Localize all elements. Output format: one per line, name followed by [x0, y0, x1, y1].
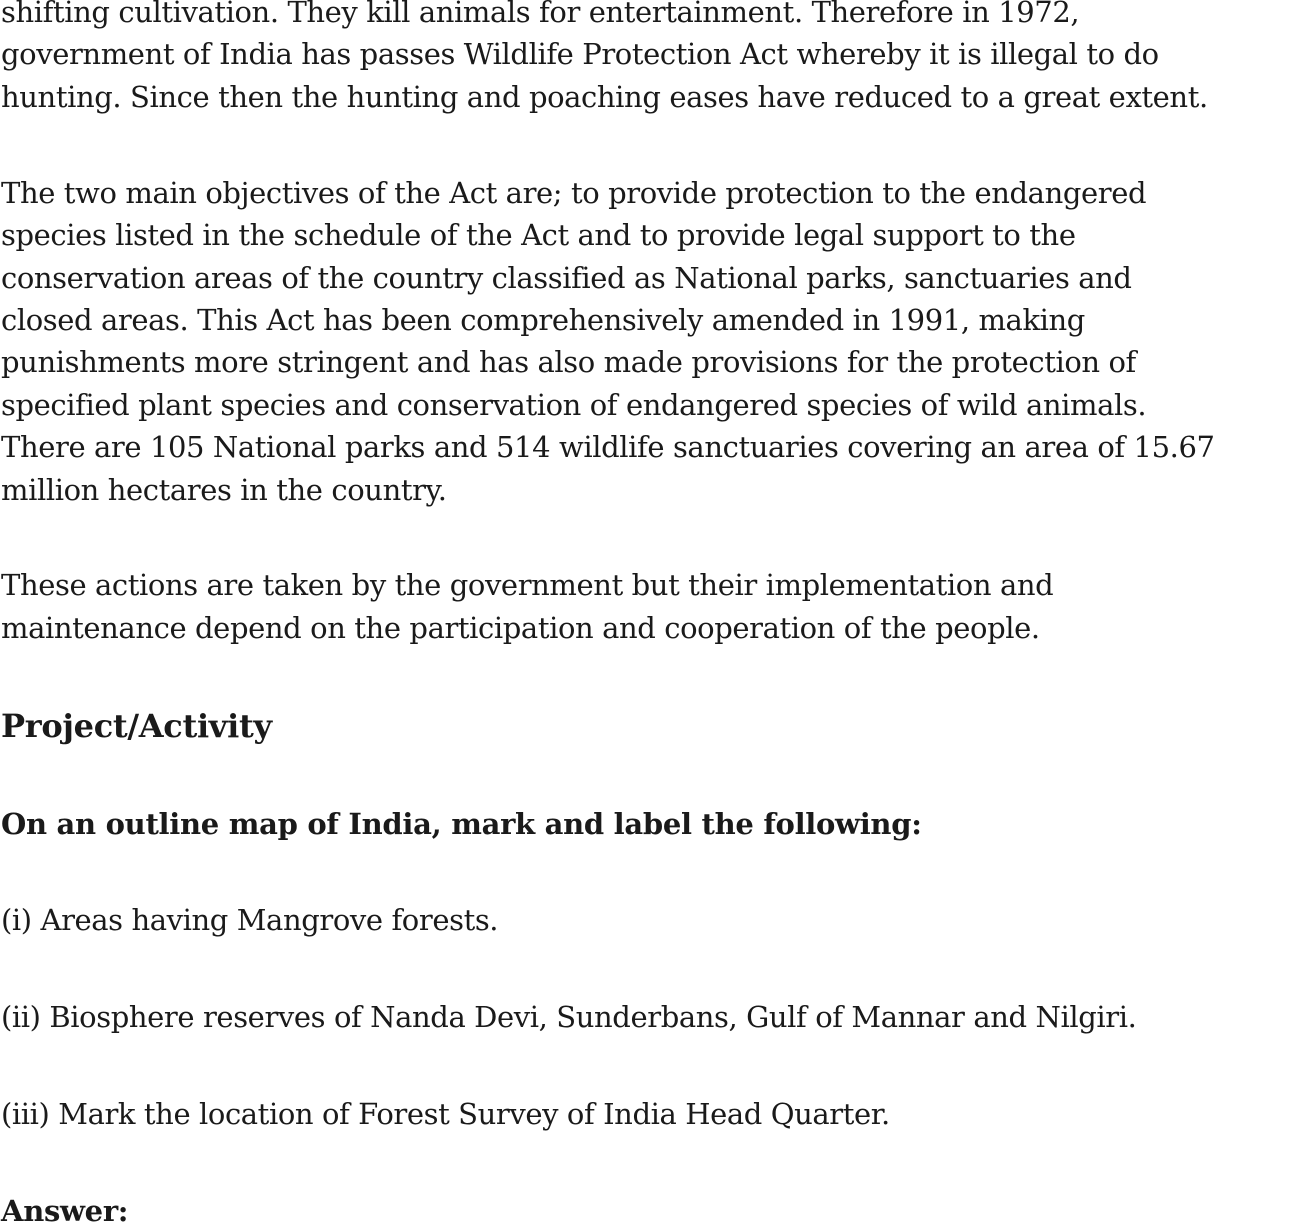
paragraph-2-line-8: million hectares in the country.	[1, 473, 447, 507]
paragraph-2-line-4: closed areas. This Act has been comprehensively amended in 1991, making	[1, 303, 1085, 337]
list-item: (iii) Mark the location of Forest Survey of India Head Quarter.	[1, 1097, 890, 1131]
paragraph-2-line-2: species listed in the schedule of the Act and to provide legal support to the	[1, 218, 1076, 252]
paragraph-1-line-2: government of India has passes Wildlife Protection Act whereby it is illegal to do	[1, 37, 1159, 71]
paragraph-2-line-7: There are 105 National parks and 514 wildlife sanctuaries covering an area of 15.67	[1, 430, 1215, 464]
list-item: (ii) Biosphere reserves of Nanda Devi, Sunderbans, Gulf of Mannar and Nilgiri.	[1, 1000, 1137, 1034]
paragraph-2-line-3: conservation areas of the country classified as National parks, sanctuaries and	[1, 261, 1132, 295]
paragraph-3-line-2: maintenance depend on the participation and cooperation of the people.	[1, 611, 1040, 645]
paragraph-2-line-1: The two main objectives of the Act are; to provide protection to the endangered	[1, 176, 1147, 210]
question-heading: On an outline map of India, mark and label the following:	[1, 807, 922, 841]
paragraph-1-line-3: hunting. Since then the hunting and poaching eases have reduced to a great extent.	[1, 80, 1208, 114]
answer-label: Answer:	[1, 1194, 129, 1224]
paragraph-2-line-5: punishments more stringent and has also made provisions for the protection of	[1, 345, 1136, 379]
list-item: (i) Areas having Mangrove forests.	[1, 903, 499, 937]
section-heading: Project/Activity	[1, 707, 272, 745]
paragraph-3-line-1: These actions are taken by the government but their implementation and	[1, 568, 1054, 602]
paragraph-1-line-1: shifting cultivation. They kill animals for entertainment. Therefore in 1972,	[1, 0, 1080, 29]
paragraph-2-line-6: specified plant species and conservation of endangered species of wild animals.	[1, 388, 1147, 422]
